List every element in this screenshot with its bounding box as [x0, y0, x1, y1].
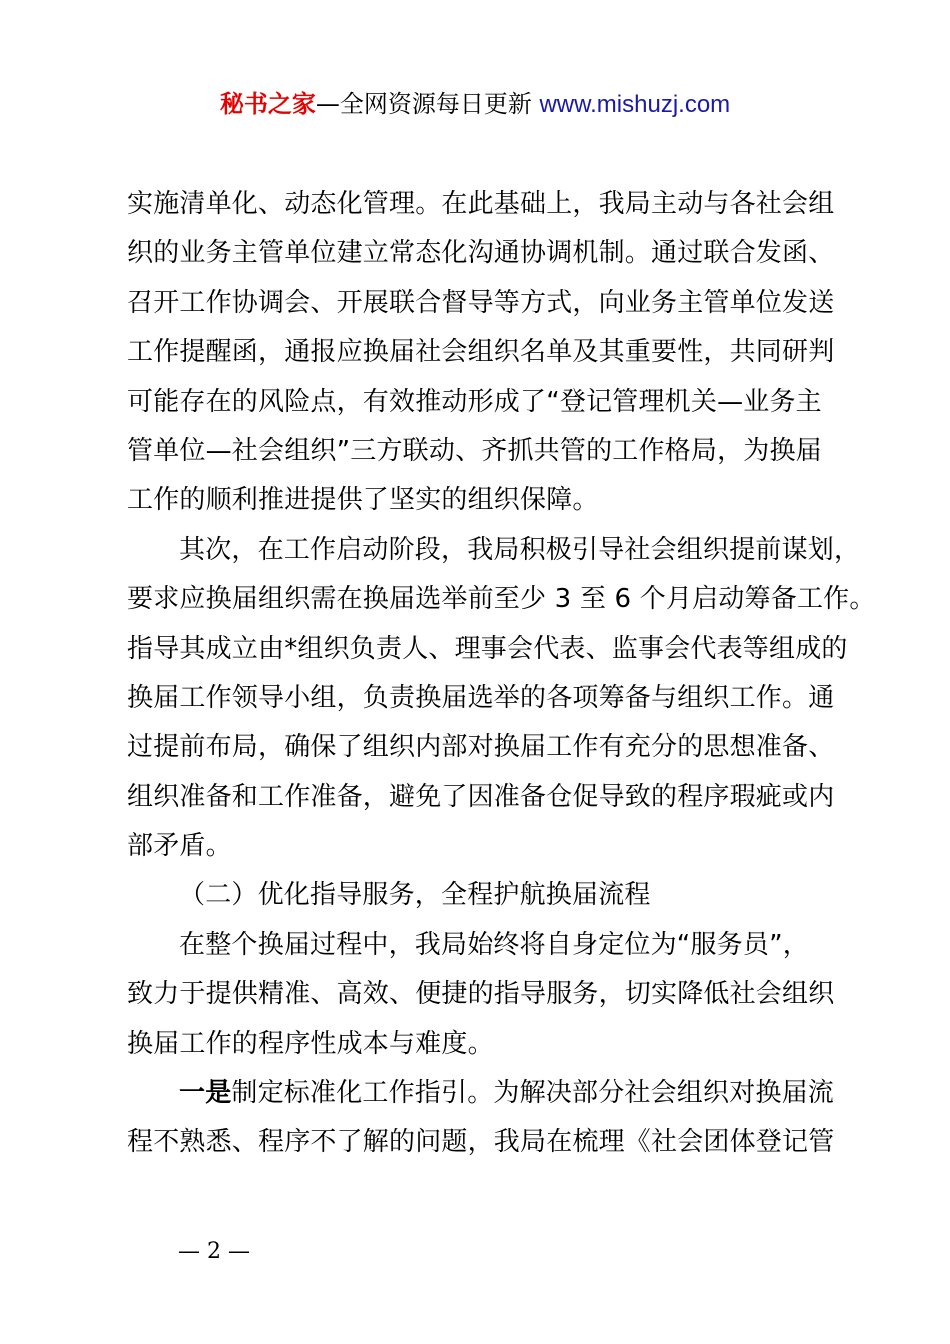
text-line: 可能存在的风险点，有效推动形成了“登记管理机关—业务主	[127, 386, 822, 417]
point-one-text: 制定标准化工作指引。为解决部分社会组织对换届流	[231, 1078, 835, 1109]
document-body	[127, 180, 876, 1168]
text-line: 程不熟悉、程序不了解的问题，我局在梳理《社会团体登记管	[127, 1127, 835, 1158]
paragraph-start: 其次，在工作启动阶段，我局积极引导社会组织提前谋划，	[179, 534, 861, 565]
site-header	[0, 86, 950, 123]
text-line: 组织准备和工作准备，避免了因准备仓促导致的程序瑕疵或内	[127, 781, 835, 812]
paragraph-start: 在整个换届过程中，我局始终将自身定位为“服务员”，	[179, 929, 809, 960]
page-number: — 2 —	[178, 1239, 250, 1264]
text-line: 过提前布局，确保了组织内部对换届工作有充分的思想准备、	[127, 732, 835, 763]
point-one-lead: 一是	[179, 1078, 232, 1109]
text-line: 工作提醒函，通报应换届社会组织名单及其重要性，共同研判	[127, 337, 835, 368]
text-line: 指导其成立由*组织负责人、理事会代表、监事会代表等组成的	[127, 633, 848, 664]
text-line: 工作的顺利推进提供了坚实的组织保障。	[127, 485, 599, 516]
text-line: 换届工作的程序性成本与难度。	[127, 1028, 494, 1059]
point-one-line	[127, 1069, 833, 1118]
section-heading: （二）优化指导服务，全程护航换届流程	[179, 880, 651, 911]
text-line: 管单位—社会组织”三方联动、齐抓共管的工作格局，为换届	[127, 435, 822, 466]
text-line: 要求应换届组织需在换届选举前至少 3 至 6 个月启动筹备工作。	[127, 584, 876, 615]
text-line: 换届工作领导小组，负责换届选举的各项筹备与组织工作。通	[127, 682, 835, 713]
text-line: 织的业务主管单位建立常态化沟通协调机制。通过联合发函、	[127, 238, 835, 269]
text-line: 实施清单化、动态化管理。在此基础上，我局主动与各社会组	[127, 189, 835, 219]
text-line: 部矛盾。	[127, 831, 232, 862]
header-tagline: —全网资源每日更新	[315, 90, 532, 118]
site-url[interactable]: www.mishuzj.com	[539, 91, 731, 118]
text-line: 致力于提供精准、高效、便捷的指导服务，切实降低社会组织	[127, 979, 835, 1010]
brand-name: 秘书之家	[219, 90, 316, 118]
text-line: 召开工作协调会、开展联合督导等方式，向业务主管单位发送	[127, 287, 835, 318]
